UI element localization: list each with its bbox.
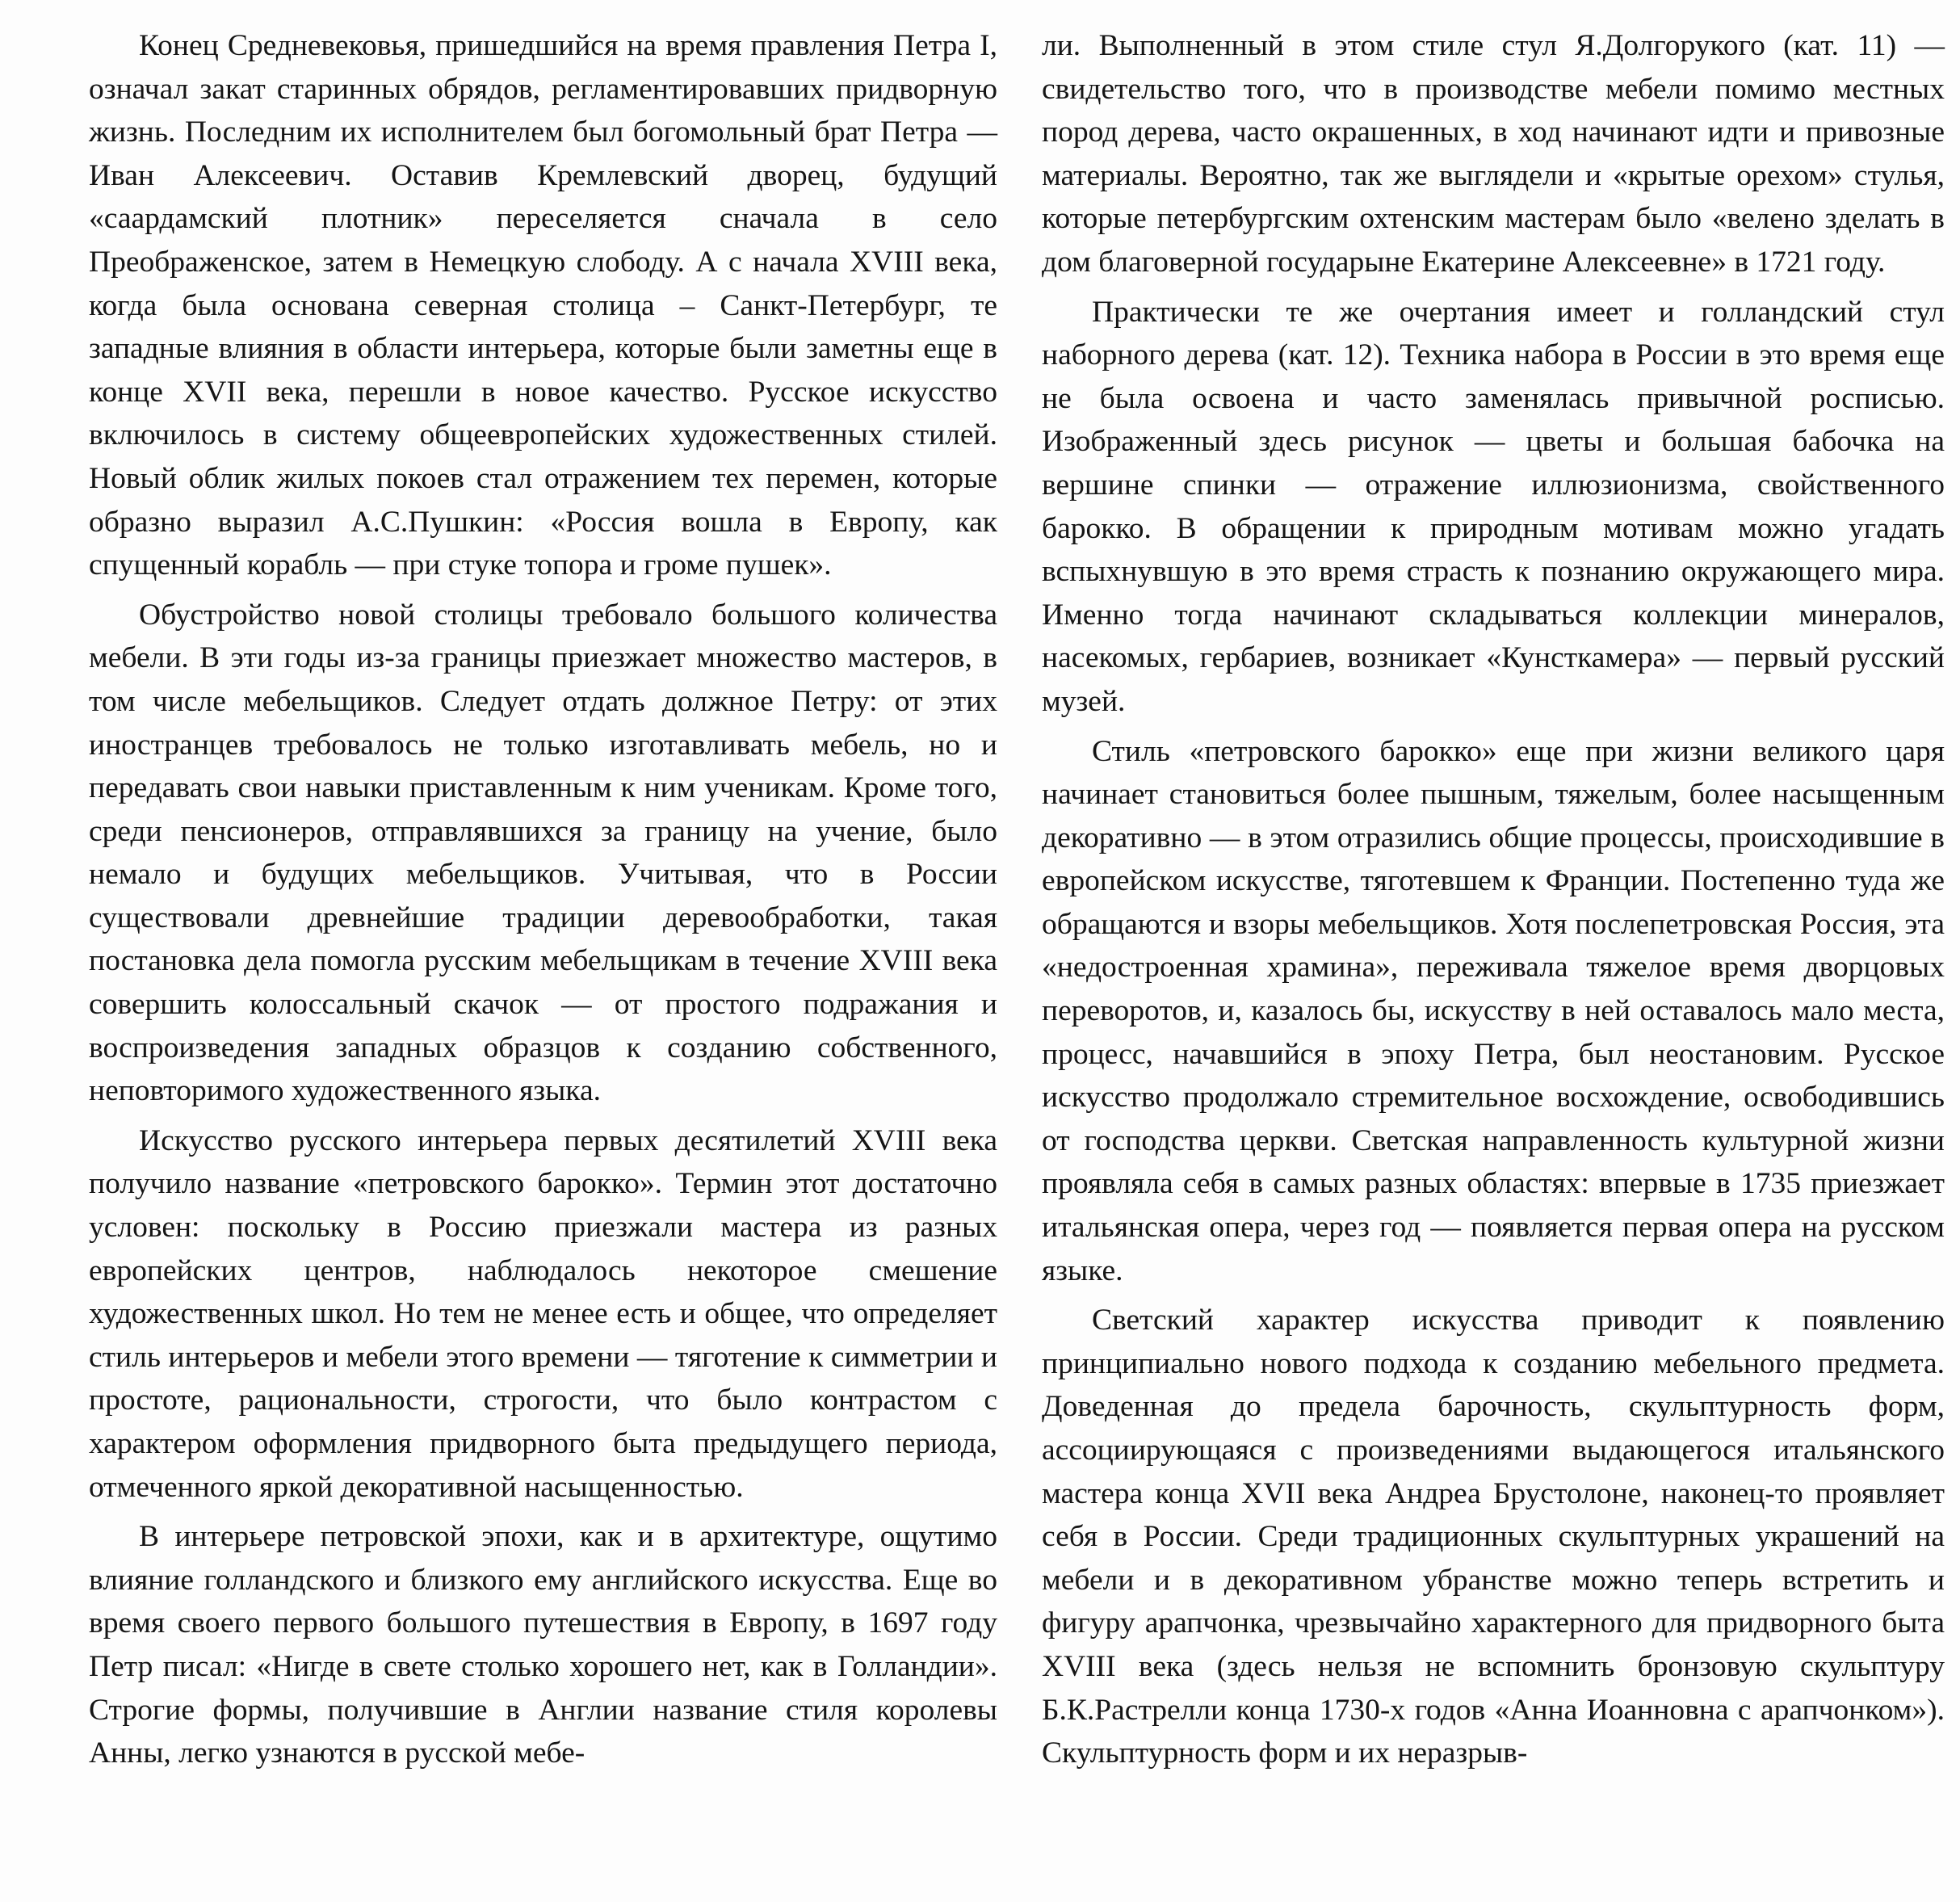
paragraph: Стиль «петровского барокко» еще при жизни великого царя начинает становиться более пышным, тяжелым, более насыщенным декоративно — в этом отразились общие процессы, происходившие в европейском искусстве, тяготевшем к Франции. Постепенно туда же обращаются и взоры мебельщиков. Хотя послепетровская Россия, эта «недостроенная храмина», переживала тяжелое время дворцовых переворотов, и, казалось бы, искусству в ней оставалось мало места, процесс, начавшийся в эпоху Петра, был неостановим. Русское искусство продолжало стремительное восхождение, освободившись от господства церкви. Светская направленность культурной жизни проявляла себя в самых разных областях: впервые в 1735 приезжает итальянская опера, через год — появляется первая опера на русском языке. bbox=[1042, 734, 1945, 1287]
paragraph: Практически те же очертания имеет и голландский стул наборного дерева (кат. 12). Техника набора в России в это время еще не была освоена и часто заменялась привычной росписью. Изображенный здесь рисунок — цветы и большая бабочка на вершине спинки — отражение иллюзионизма, свойственного барокко. В обращении к природным мотивам можно угадать вспыхнувшую в это время страсть к познанию окружающего мира. Именно тогда начинают складываться коллекции минералов, насекомых, гербариев, возникает «Кунсткамера» — первый русский музей. bbox=[1042, 295, 1945, 718]
paragraph: Конец Средневековья, пришедшийся на время правления Петра I, означал закат старинных обрядов, регламентировавших придворную жизнь. Последним их исполнителем был богомольный брат Петра — Иван Алексеевич. Оставив Кремлевский дворец, будущий «саардамский плотник» переселяется сначала в село Преображенское, затем в Немецкую слободу. А с начала XVIII века, когда была основана северная столица – Санкт-Петербург, те западные влияния в области интерьера, которые были заметны еще в конце XVII века, перешли в новое качество. Русское искусство включилось в систему общеевропейских художественных стилей. Новый облик жилых покоев стал отражением тех перемен, которые образно выразил А.С.Пушкин: «Россия вошла в Европу, как спущенный корабль — при стуке топора и громе пушек». bbox=[89, 29, 997, 582]
paragraph: Искусство русского интерьера первых десятилетий XVIII века получило название «петровского барокко». Термин этот достаточно условен: поскольку в Россию приезжали мастера из разных европейских центров, наблюдалось некоторое смешение художественных школ. Но тем не менее есть и общее, что определяет стиль интерьеров и мебели этого времени — тяготение к симметрии и простоте, рациональности, строгости, что было контрастом с характером оформления придворного быта предыдущего периода, отмеченного яркой декоративной насыщенностью. bbox=[89, 1123, 997, 1504]
left-column bbox=[89, 24, 997, 1775]
paragraph: Обустройство новой столицы требовало большого количества мебели. В эти годы из-за границы приезжает множество мастеров, в том числе мебельщиков. Следует отдать должное Петру: от этих иностранцев требовалось не только изготавливать мебель, но и передавать свои навыки приставленным к ним ученикам. Кроме того, среди пенсионеров, отправлявшихся за границу на учение, было немало и будущих мебельщиков. Учитывая, что в России существовали древнейшие традиции деревообработки, такая постановка дела помогла русским мебельщикам в течение XVIII века совершить колоссальный скачок — от простого подражания и воспроизведения западных образцов к созданию собственного, неповторимого художественного языка. bbox=[89, 598, 997, 1108]
paragraph-continued: ли. Выполненный в этом стиле стул Я.Долгорукого (кат. 11) — свидетельство того, что в производстве мебели помимо местных пород дерева, часто окрашенных, в ход начинают идти и привозные материалы. Вероятно, так же выглядели и «крытые орехом» стулья, которые петербургским охтенским мастерам было «велено зделать в дом благоверной государыне Екатерине Алексеевне» в 1721 году. bbox=[1042, 29, 1945, 279]
right-column bbox=[1042, 24, 1945, 1775]
paragraph: Светский характер искусства приводит к появлению принципиально нового подхода к созданию мебельного предмета. Доведенная до предела барочность, скульптурность форм, ассоциирующаяся с произведениями выдающегося итальянского мастера конца XVII века Андреа Брустолоне, наконец-то проявляет себя в России. Среди традиционных скульптурных украшений на мебели и в декоративном убранстве можно теперь встретить и фигуру арапчонка, чрезвычайно характерного для придворного быта XVIII века (здесь нельзя не вспомнить бронзовую скульптуру Б.К.Растрелли конца 1730-х годов «Анна Иоанновна с арапчонком»). Скульптурность форм и их неразрыв- bbox=[1042, 1304, 1945, 1770]
paragraph: В интерьере петровской эпохи, как и в архитектуре, ощутимо влияние голландского и близкого ему английского искусства. Еще во время своего первого большого путешествия в Европу, в 1697 году Петр писал: «Нигде в свете столько хорошего нет, как в Голландии». Строгие формы, получившие в Англии название стиля королевы Анны, легко узнаются в русской мебе- bbox=[89, 1520, 997, 1770]
